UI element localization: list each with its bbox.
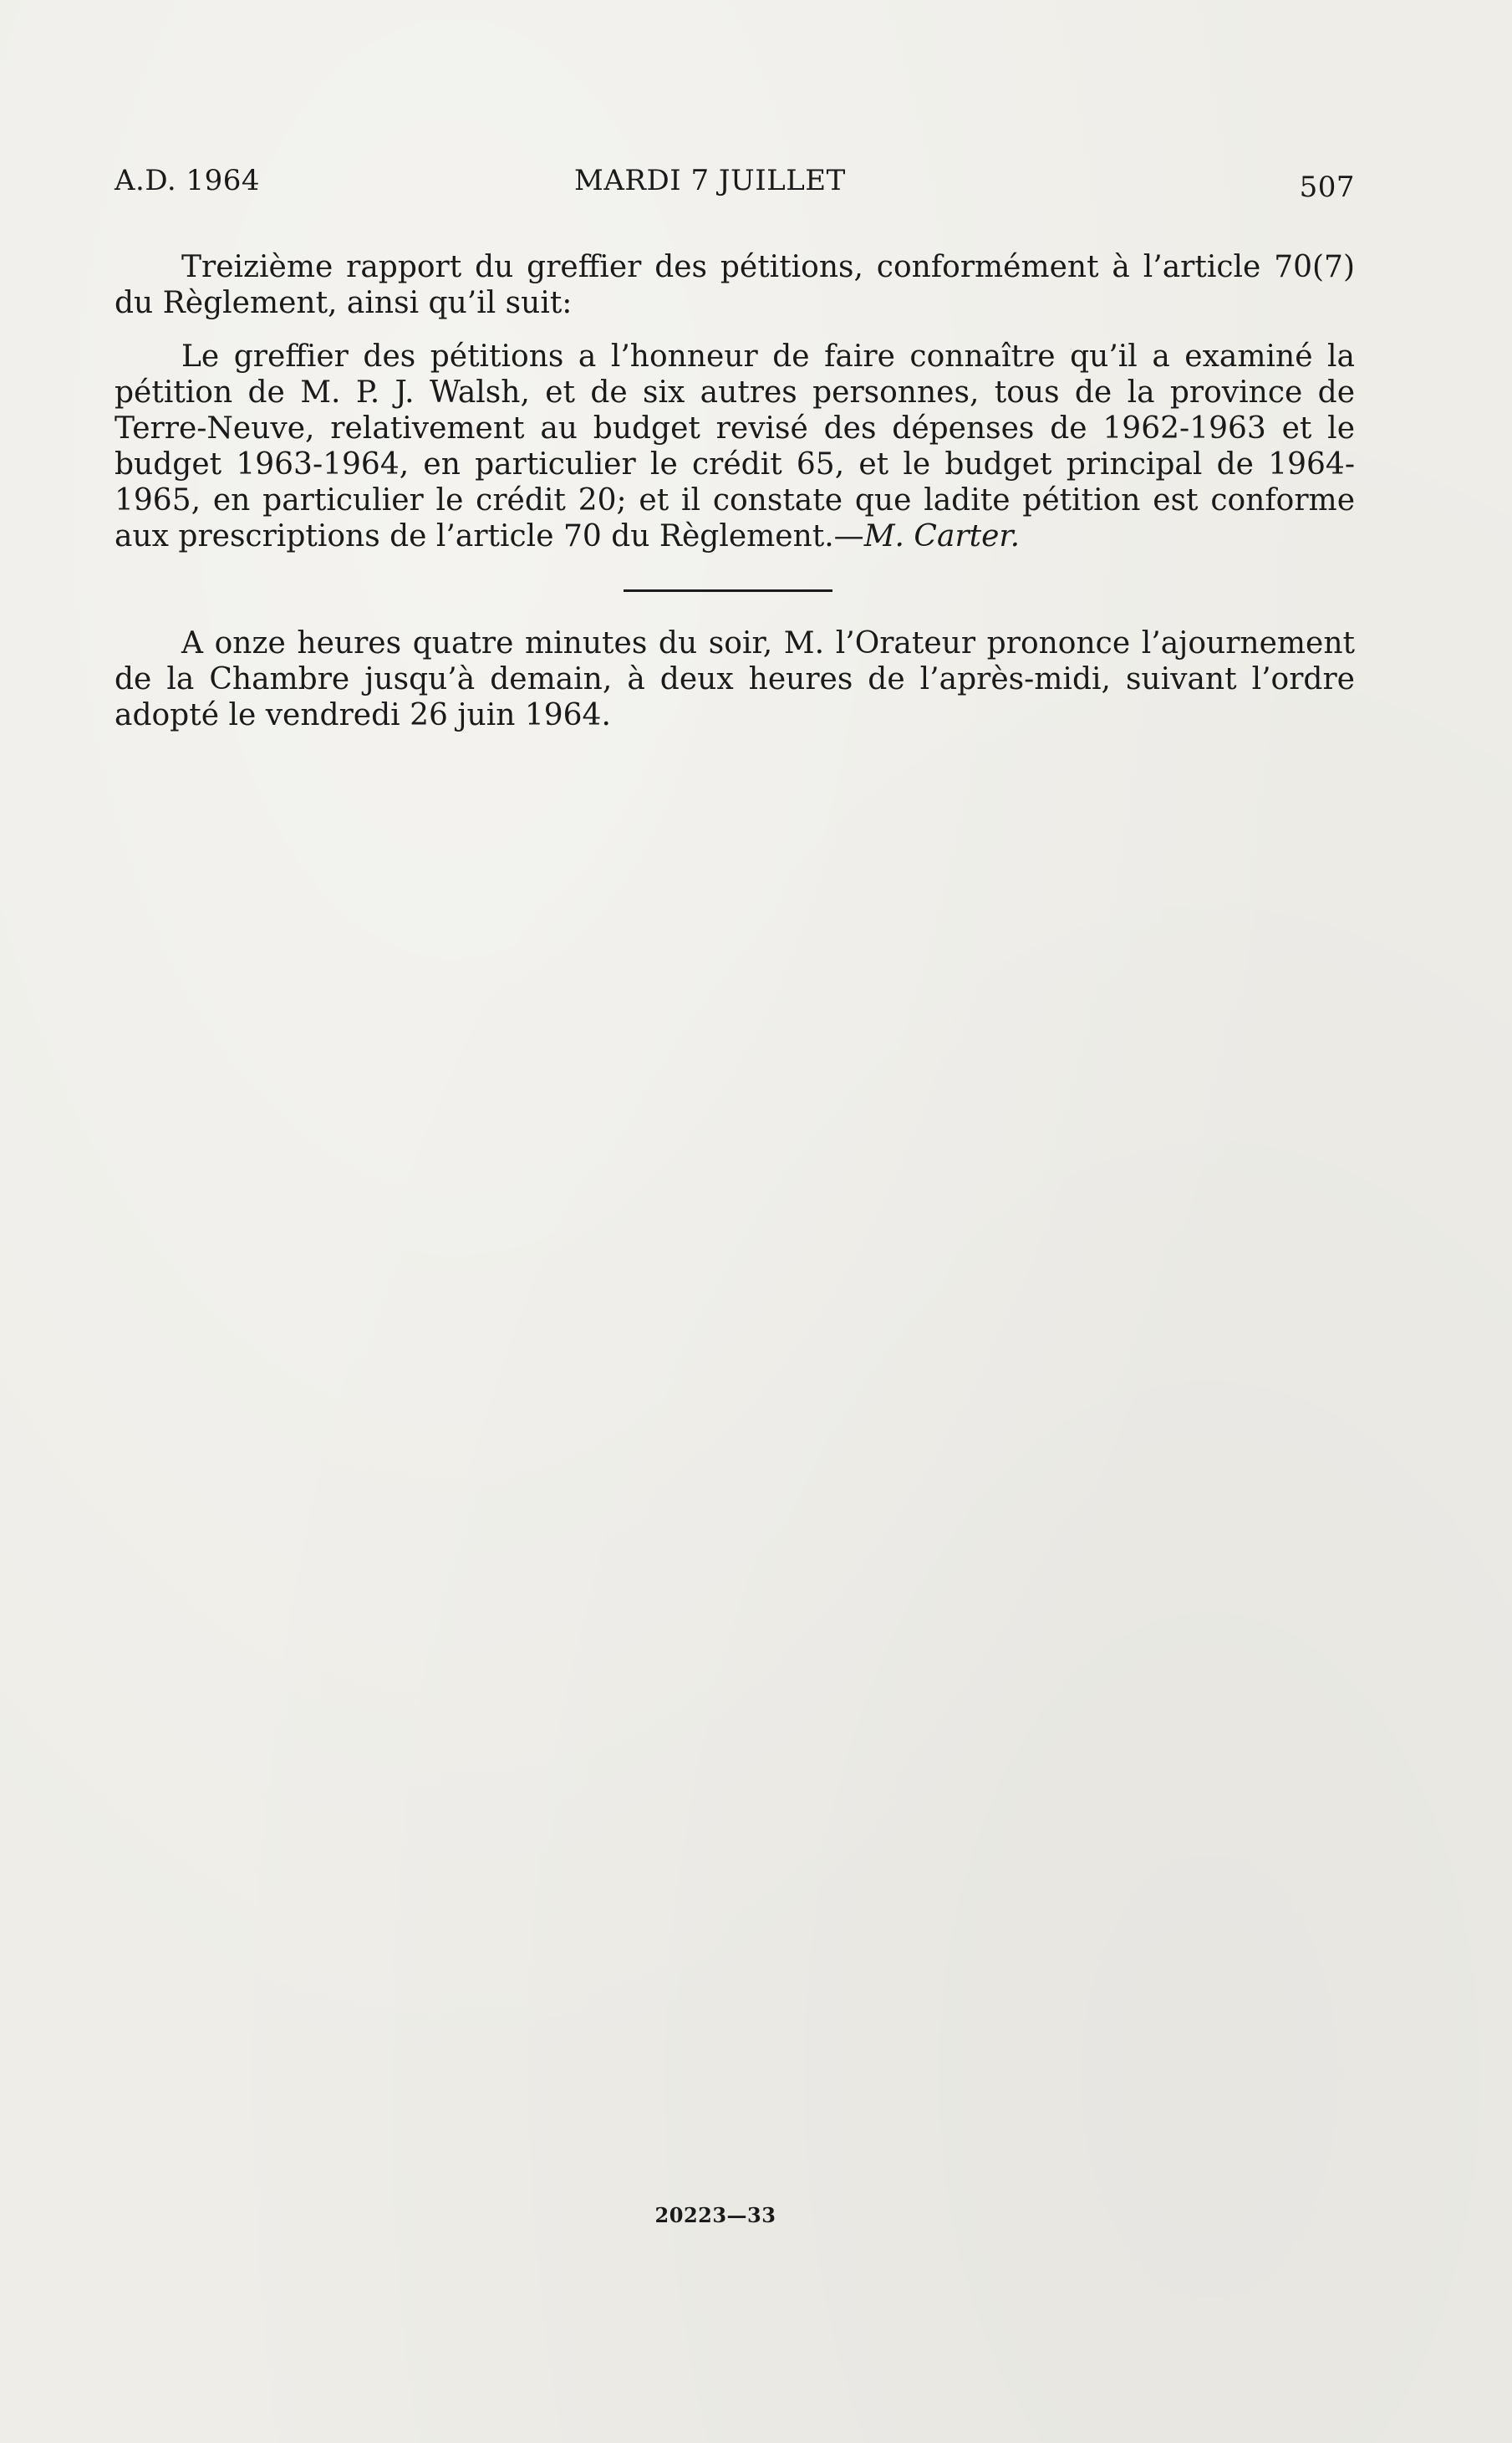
paragraph-adjournment [115,625,1355,733]
signature: M. Carter. [863,519,1021,553]
running-head [115,164,1355,202]
paragraph-text: A onze heures quatre minutes du soir, M. l’Orateur prononce l’ajournement de la Chambre jusqu’à demain, à deux heures de l’après-midi, suivant l’ordre adopté le vendredi 26 juin 1964. [115,626,1355,732]
paragraph-text: Treizième rapport du greffier des pétitions, conformément à l’article 70(7) du Règlement, ainsi qu’il suit: [115,250,1355,320]
section-divider [624,589,832,592]
printer-code: 20223—33 [654,2203,776,2227]
paragraph-text: Le greffier des pétitions a l’honneur de faire connaître qu’il a examiné la pétition de M. P. J. Walsh, et de six autres personnes, tous de la province de Terre-Neuve, relativement au budget revisé des dépenses de 1962-1963 et le budget 1963-1964, en particulier le crédit 65, et le budget principal de 1964-1965, en particulier le crédit 20; et il constate que ladite pétition est conforme aux prescriptions de l’article 70 du Règlement.— [115,339,1355,553]
page-number: 507 [1299,171,1355,204]
header-year: A.D. 1964 [115,164,261,197]
paragraph-report-intro [115,249,1355,321]
header-date: MARDI 7 JUILLET [574,164,846,197]
paragraph-petition [115,339,1355,554]
